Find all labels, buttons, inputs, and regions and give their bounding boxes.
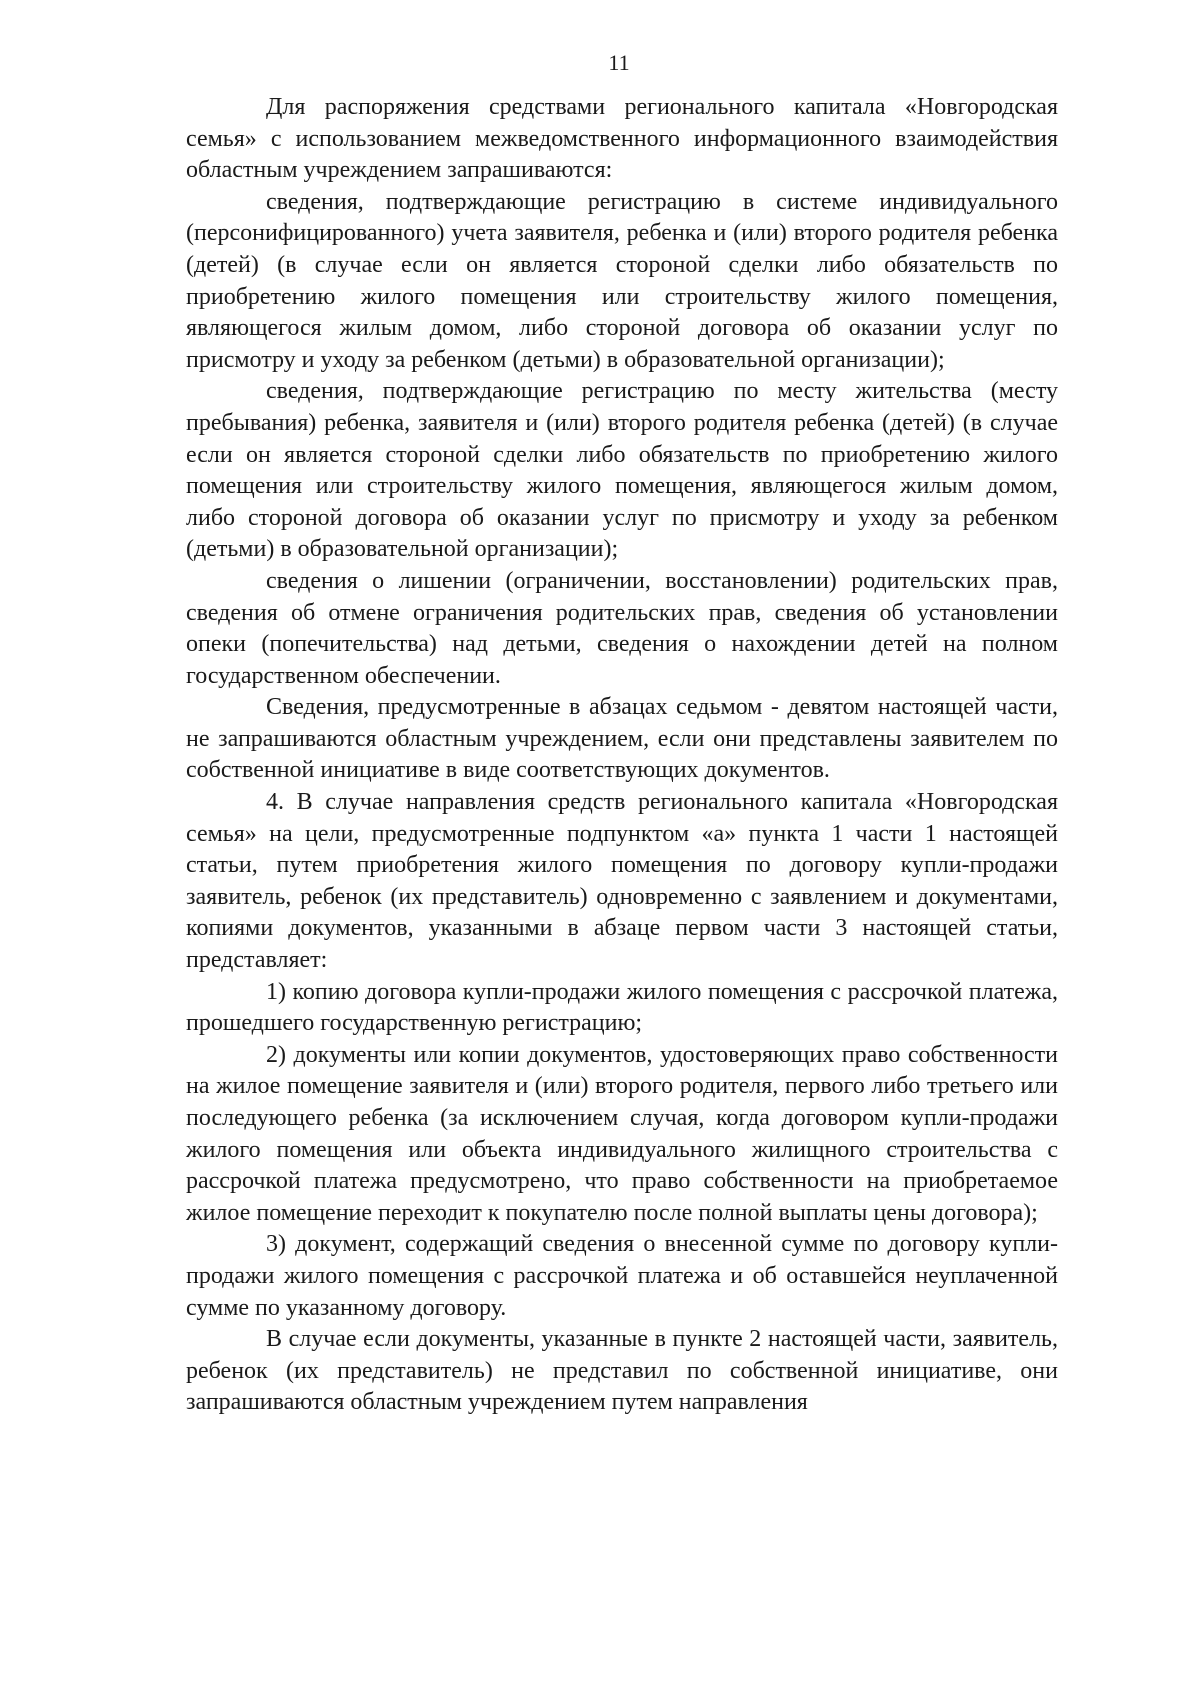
paragraph-intro: Для распоряжения средствами регионального капитала «Новгородская семья» с использованием межведомственного информационного взаимодействия областным учреждением запрашиваются: — [186, 94, 1058, 184]
paragraph-final: В случае если документы, указанные в пункте 2 настоящей части, заявитель, ребенок (их представитель) не представил по собственной инициативе, они запрашиваются областным учреждением путем направления — [186, 1326, 1058, 1416]
paragraph-info-registration-residence: сведения, подтверждающие регистрацию по месту жительства (месту пребывания) ребенка, заявителя и (или) второго родителя ребенка (детей) (в случае если он является стороной сделки либо обязательств по приобретению жилого помещения или строительству жилого помещения, являющегося жилым домом, либо стороной договора об оказании услуг по присмотру и уходу за ребенком (детьми) в образовательной организации); — [186, 378, 1058, 563]
paragraph-item-4: 4. В случае направления средств регионального капитала «Новгородская семья» на цели, предусмотренные подпунктом «а» пункта 1 части 1 настоящей статьи, путем приобретения жилого помещения по договору купли-продажи заявитель, ребенок (их представитель) одновременно с заявлением и документами, копиями документов, указанными в абзаце первом части 3 настоящей статьи, представляет: — [186, 789, 1058, 974]
paragraph-subitem-3: 3) документ, содержащий сведения о внесенной сумме по договору купли-продажи жилого помещения с рассрочкой платежа и об оставшейся неуплаченной сумме по указанному договору. — [186, 1231, 1058, 1321]
paragraph-subitem-1: 1) копию договора купли-продажи жилого помещения с рассрочкой платежа, прошедшего государственную регистрацию; — [186, 978, 1058, 1037]
document-body — [186, 92, 1058, 1419]
page-number: 11 — [608, 50, 630, 75]
paragraph-info-registration-individual: сведения, подтверждающие регистрацию в системе индивидуального (персонифицированного) учета заявителя, ребенка и (или) второго родителя ребенка (детей) (в случае если он является стороной сделки либо обязательств по приобретению жилого помещения или строительству жилого помещения, являющегося жилым домом, либо стороной договора об оказании услуг по присмотру и уходу за ребенком (детьми) в образовательной организации); — [186, 188, 1058, 373]
paragraph-info-not-requested: Сведения, предусмотренные в абзацах седьмом - девятом настоящей части, не запрашиваются областным учреждением, если они представлены заявителем по собственной инициативе в виде соответствующих документов. — [186, 694, 1058, 784]
paragraph-subitem-2: 2) документы или копии документов, удостоверяющих право собственности на жилое помещение заявителя и (или) второго родителя, первого либо третьего или последующего ребенка (за исключением случая, когда договором купли-продажи жилого помещения или объекта индивидуального жилищного строительства с рассрочкой платежа предусмотрено, что право собственности на приобретаемое жилое помещение переходит к покупателю после полной выплаты цены договора); — [186, 1041, 1058, 1226]
paragraph-info-parental-rights: сведения о лишении (ограничении, восстановлении) родительских прав, сведения об отмене ограничения родительских прав, сведения об установлении опеки (попечительства) над детьми, сведения о нахождении детей на полном государственном обеспечении. — [186, 567, 1058, 689]
